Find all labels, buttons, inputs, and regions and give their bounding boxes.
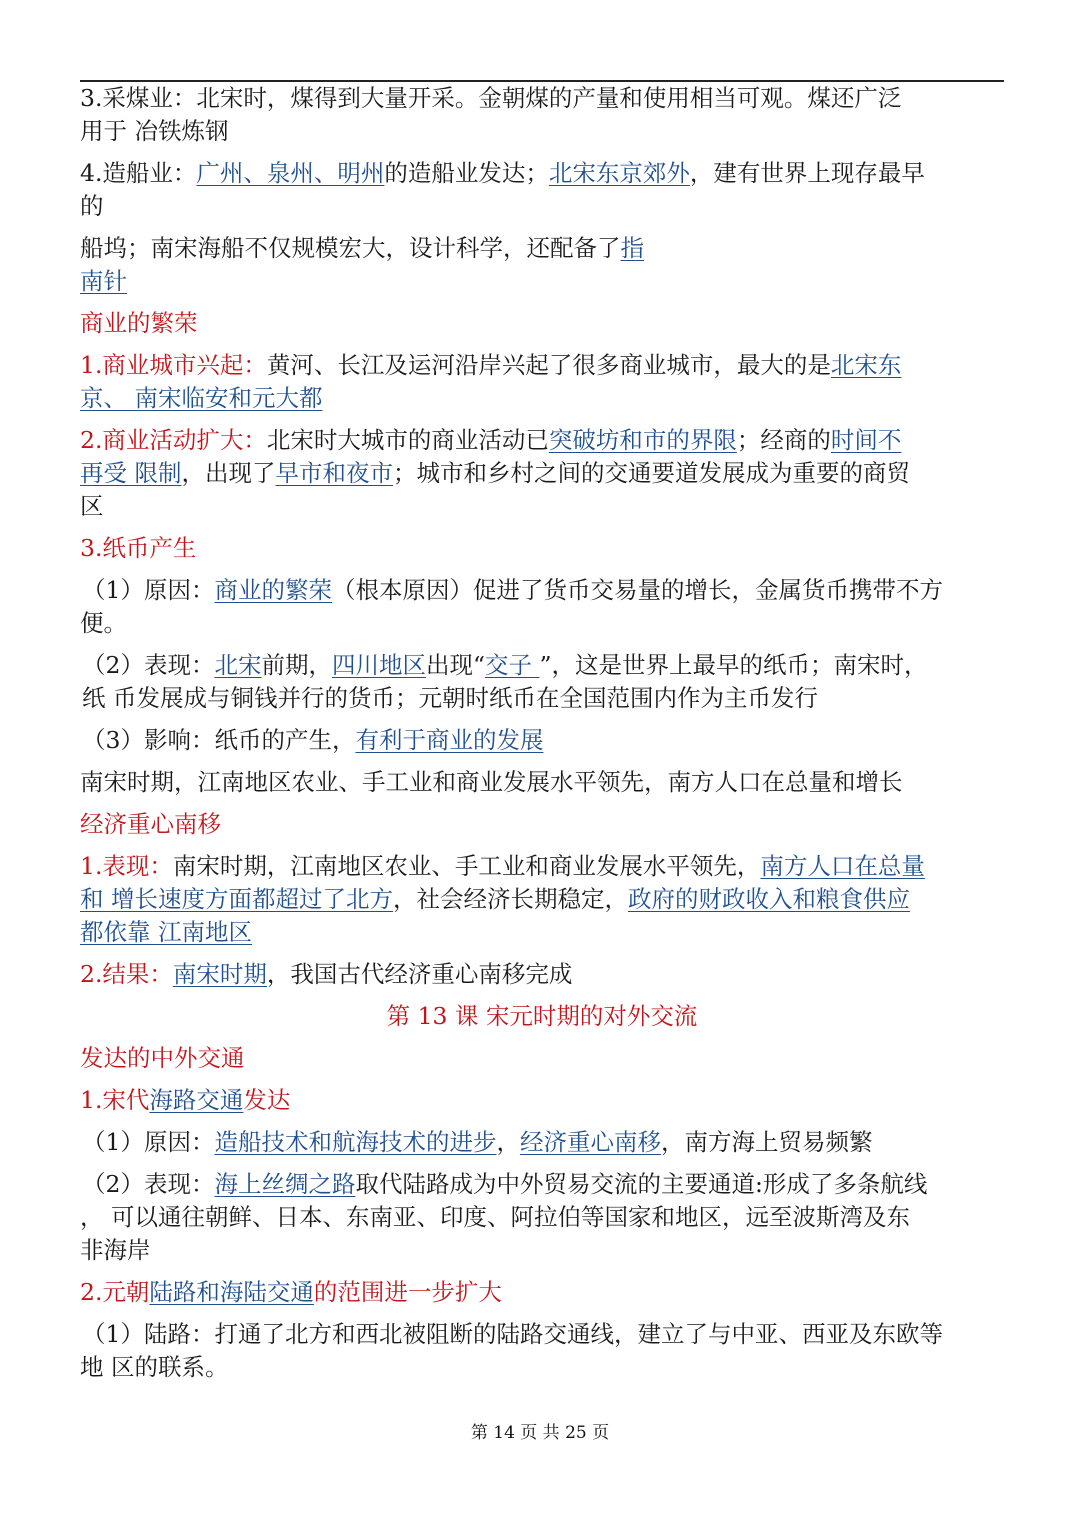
line-text: （2）表现： [82,1170,215,1198]
heading-text: 2.商业活动扩大： [80,426,267,454]
text-line [80,82,1004,115]
text-line [80,607,1004,640]
key-term: 京、 南宋临安和元大都 [80,384,323,412]
text-line [80,724,1004,757]
line-text: 地 区的联系。 [80,1353,229,1381]
line-text: ，出现了 [181,459,276,487]
key-term: 北宋 [214,651,262,679]
key-term: 四川地区 [331,651,426,679]
lesson-title [80,1000,1004,1033]
key-term: 经济重心南移 [519,1128,661,1156]
subsection-heading [80,532,1004,565]
text-line [80,457,1004,490]
line-text: 用于 冶铁炼钢 [80,117,229,145]
line-text: （1）陆路：打通了北方和西北被阻断的陆路交通线，建立了与中亚、西亚及东欧等 [82,1320,943,1348]
key-term: 北宋东 [830,351,902,379]
text-line [80,382,1004,415]
heading-text: 商业的繁荣 [80,309,198,337]
key-term: 造船技术和航海技术的进步 [214,1128,497,1156]
line-text: 出现“ [425,651,485,679]
key-term: 陆路和海陆交通 [149,1278,314,1306]
text-line [80,157,1004,190]
heading-text: 1.商业城市兴起： [80,351,267,379]
line-text: 3.采煤业：北宋时，煤得到大量开采。金朝煤的产量和使用相当可观。煤还广泛 [80,84,902,112]
key-term: 南方人口在总量 [760,852,925,880]
line-text: 4.造船业： [80,159,197,187]
line-text: 区 [80,492,104,520]
line-text: 取代陆路成为中外贸易交流的主要通道:形成了多条航线 [355,1170,928,1198]
key-term: 和 增长速度方面都超过了北方 [80,885,393,913]
text-line [80,850,1004,883]
text-line [80,115,1004,148]
key-term: 早市和夜市 [275,459,393,487]
text-line [80,190,1004,223]
key-term: 突破坊和市的界限 [548,426,737,454]
text-line [80,232,1004,265]
line-text: ， 可以通往朝鲜、日本、东南亚、印度、阿拉伯等国家和地区，远至波斯湾及东 [80,1203,910,1231]
text-line [80,1318,1004,1351]
line-text: （2）表现： [82,651,215,679]
line-text: （3）影响：纸币的产生， [82,726,356,754]
text-line [80,265,1004,298]
text-line [80,766,1004,799]
text-line [80,349,1004,382]
line-text: 黄河、长江及运河沿岸兴起了很多商业城市，最大的是 [266,351,831,379]
text-line [80,424,1004,457]
key-term: 时间不 [830,426,902,454]
line-text: 船坞；南宋海船不仅规模宏大，设计科学，还配备了 [80,234,621,262]
key-term: 政府的财政收入和粮食供应 [627,885,910,913]
line-text: ， [496,1128,520,1156]
heading-text: 经济重心南移 [80,810,221,838]
line-text: 前期， [261,651,332,679]
subsection-heading [80,1276,1004,1309]
key-term: 南针 [80,267,127,295]
text-line [80,1201,1004,1234]
text-line [80,1234,1004,1267]
key-term: 海路交通 [149,1086,244,1114]
line-text: （1）原因： [82,1128,215,1156]
heading-text: 1.表现： [80,852,173,880]
text-line [80,1351,1004,1384]
text-line [80,490,1004,523]
line-text: ，建有世界上现存最早 [689,159,925,187]
section-heading [80,307,1004,340]
heading-text: 发达的中外交通 [80,1044,245,1072]
heading-text: 2.元朝 [80,1278,150,1306]
text-line [80,883,1004,916]
heading-text: 的范围进一步扩大 [313,1278,502,1306]
key-term: 都依靠 江南地区 [80,918,252,946]
text-line [80,916,1004,949]
heading-text: 第 13 课 宋元时期的对外交流 [386,1002,698,1030]
line-text: ，我国古代经济重心南移完成 [266,960,573,988]
line-text: 纸 币发展成与铜钱并行的货币；元朝时纸币在全国范围内作为主币发行 [82,684,818,712]
key-term: 商业的繁荣 [214,576,332,604]
line-text: ；城市和乡村之间的交通要道发展成为重要的商贸 [392,459,910,487]
line-text: 的 [80,192,104,220]
heading-text: 3.纸币产生 [80,534,197,562]
key-term: 南宋时期 [172,960,267,988]
text-line [80,682,1004,715]
text-line [80,1168,1004,1201]
section-heading [80,808,1004,841]
key-term: 有利于商业的发展 [355,726,544,754]
line-text: 便。 [80,609,127,637]
key-term: 交子 [484,651,540,679]
key-term: 海上丝绸之路 [214,1170,356,1198]
line-text: 非海岸 [80,1236,151,1264]
line-text: 南宋时期，江南地区农业、手工业和商业发展水平领先，南方人口在总量和增长 [80,768,903,796]
key-term: 指 [620,234,644,262]
heading-text: 发达 [243,1086,291,1114]
line-text: （根本原因）促进了货币交易量的增长，金属货币携带不方 [331,576,943,604]
text-line [80,958,1004,991]
line-text: ”，这是世界上最早的纸币；南宋时， [539,651,928,679]
line-text: 北宋时大城市的商业活动已 [266,426,549,454]
key-term: 再受 限制 [80,459,182,487]
heading-text: 1.宋代 [80,1086,150,1114]
text-line [80,574,1004,607]
page-footer: 第 14 页 共 25 页 [470,1423,610,1443]
key-term: 广州、泉州、明州 [196,159,385,187]
line-text: ，南方海上贸易频繁 [660,1128,873,1156]
line-text: 南宋时期，江南地区农业、手工业和商业发展水平领先， [172,852,761,880]
line-text: 的造船业发达； [384,159,549,187]
line-text: （1）原因： [82,576,215,604]
line-text: ，社会经济长期稳定， [392,885,628,913]
heading-text: 2.结果： [80,960,173,988]
text-line [80,1126,1004,1159]
line-text: ；经商的 [736,426,831,454]
text-line [80,649,1004,682]
subsection-heading [80,1084,1004,1117]
section-heading [80,1042,1004,1075]
document-body [80,82,1004,1384]
key-term: 北宋东京郊外 [548,159,690,187]
